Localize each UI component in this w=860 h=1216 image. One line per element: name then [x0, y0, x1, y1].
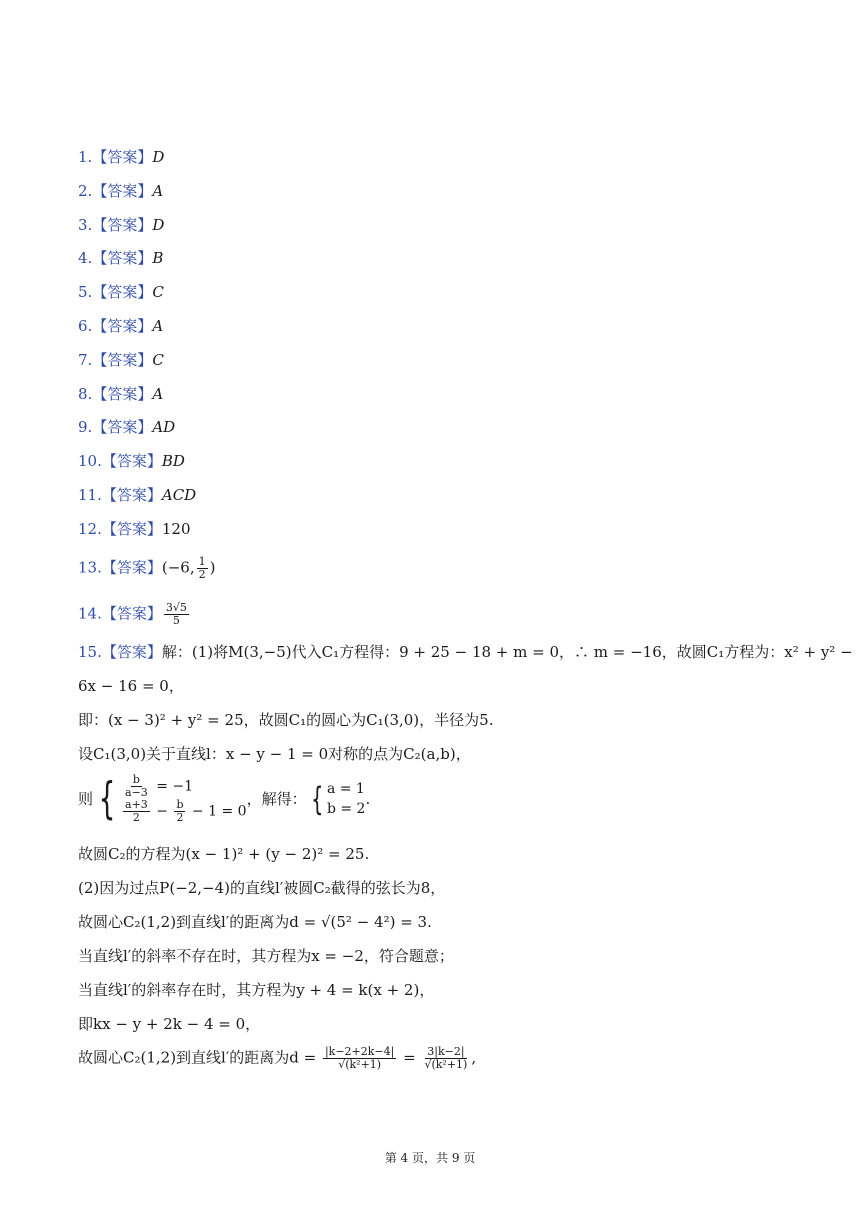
- answer-value: A: [152, 182, 164, 200]
- answer-value: ACD: [161, 486, 197, 504]
- answer-tag: 【答案】: [92, 148, 153, 166]
- answer-row: [78, 147, 164, 167]
- equation-system-line: [78, 774, 370, 824]
- page-footer: 第 4 页，共 9 页: [384, 1151, 476, 1165]
- distance-fraction-2: $\frac{3|k-2|}{\text{√(k²+1)}}$: [424, 1045, 468, 1071]
- distance-fraction-1: $\frac{|k-2+2k-4|}{\text{√(k²+1)}}$: [324, 1045, 395, 1071]
- answer-number: 4.: [78, 249, 93, 267]
- answer-fraction: $\frac{3√5}{5}$: [165, 601, 187, 627]
- answer-row: [78, 248, 163, 268]
- answer-value: 120: [161, 520, 191, 538]
- distance-prefix: 故圆心C₂(1,2)到直线l′的距离为d =: [78, 1048, 321, 1067]
- answer-tag: 【答案】: [92, 418, 153, 436]
- answer-row: [78, 215, 164, 235]
- answer-row: [78, 350, 164, 370]
- answer-value: AD: [152, 418, 176, 436]
- answer-row: [78, 451, 185, 471]
- answer-row: [78, 485, 196, 505]
- answer-value: BD: [161, 452, 185, 470]
- q15-line-12: 故圆心C₂(1,2)到直线l′的距离为d = $\frac{|k-2+2k-4|}{\text{√(k²+1)}}$ = $\frac{3|k-2|}{\text{√(k²+1)}}$ ,: [78, 1045, 477, 1071]
- answer-value: C: [152, 283, 164, 301]
- q15-line-9: 当直线l′的斜率不存在时，其方程为x = −2，符合题意；: [78, 947, 454, 965]
- answer-number: 14.: [78, 604, 102, 623]
- answer-number: 5.: [78, 283, 93, 301]
- answer-row: [78, 384, 163, 404]
- answer-value: B: [152, 249, 164, 267]
- answer-tag: 【答案】: [92, 385, 153, 403]
- answer-tag: 【答案】: [92, 249, 153, 267]
- answer-number: 6.: [78, 317, 93, 335]
- answer-number: 11.: [78, 486, 102, 504]
- answer-tag: 【答案】: [92, 317, 153, 335]
- answer-row: [78, 316, 163, 336]
- system-prefix: 则: [78, 790, 94, 808]
- q15-line-6: 故圆C₂的方程为(x − 1)² + (y − 2)² = 25.: [78, 845, 370, 863]
- answer-number: 8.: [78, 385, 93, 403]
- system-row-2: $\frac{a+3}{2}$ − $\frac{b}{2}$ − 1 = 0: [125, 798, 247, 824]
- answer-tag: 【答案】: [101, 452, 162, 470]
- answer-number: 2.: [78, 182, 93, 200]
- answer-tag: 【答案】: [101, 643, 162, 661]
- answer-tag: 【答案】: [101, 486, 162, 504]
- answer-row: [78, 181, 163, 201]
- answer-number: 1.: [78, 148, 93, 166]
- answer-tag: 【答案】: [101, 520, 162, 538]
- q15-line-8: 故圆心C₂(1,2)到直线l′的距离为d = √(5² − 4²) = 3.: [78, 913, 432, 931]
- answer-value: D: [152, 216, 165, 234]
- answer-number: 13.: [78, 558, 102, 577]
- q15-line-7: (2)因为过点P(−2,−4)的直线l′被圆C₂截得的弦长为8，: [78, 879, 446, 897]
- brace-icon: {: [98, 773, 116, 824]
- answer-value-prefix: (−6,: [161, 558, 195, 577]
- q15-line-3: 即：(x − 3)² + y² = 25，故圆C₁的圆心为C₁(3,0)，半径为5.: [78, 711, 494, 729]
- answer-value: C: [152, 351, 164, 369]
- answer-number: 15.: [78, 643, 102, 661]
- system-row-1: $\frac{b}{a-3}$ = −1: [125, 773, 194, 799]
- answer-number: 9.: [78, 418, 93, 436]
- answer-tag: 【答案】: [92, 182, 153, 200]
- answer-tag: 【答案】: [101, 604, 162, 623]
- answer-row: [78, 519, 191, 539]
- answer-number: 3.: [78, 216, 93, 234]
- solution-row-2: b = 2: [326, 801, 366, 817]
- answer-tag: 【答案】: [92, 351, 153, 369]
- answer-tag: 【答案】: [101, 558, 162, 577]
- answer-14: [78, 602, 191, 627]
- answer-row: [78, 417, 175, 437]
- solution-row-1: a = 1: [326, 781, 365, 797]
- system-rows: [121, 774, 247, 824]
- answer-tag: 【答案】: [92, 216, 153, 234]
- q15-line-2: 6x − 16 = 0，: [78, 677, 184, 695]
- answer-row: [78, 282, 164, 302]
- answer-value: D: [152, 148, 165, 166]
- answer-tag: 【答案】: [92, 283, 153, 301]
- solution-text: 解：(1)将M(3,−5)代入C₁方程得：9 + 25 − 18 + m = 0，∴ m = −16，故圆C₁方程为：x² + y² −: [161, 643, 853, 661]
- answer-number: 7.: [78, 351, 93, 369]
- answer-number: 10.: [78, 452, 102, 470]
- solution-rows: [327, 779, 366, 819]
- answer-13: [78, 556, 215, 581]
- answer-number: 12.: [78, 520, 102, 538]
- brace-icon: {: [310, 780, 323, 818]
- answer-value-suffix: ): [209, 558, 216, 577]
- q15-line-4: 设C₁(3,0)关于直线l：x − y − 1 = 0对称的点为C₂(a,b)，: [78, 745, 471, 763]
- q15-line-10: 当直线l′的斜率存在时，其方程为y + 4 = k(x + 2)，: [78, 981, 435, 999]
- answer-value: A: [152, 317, 164, 335]
- q15-line-11: 即kx − y + 2k − 4 = 0，: [78, 1015, 261, 1033]
- q15-line-1: [78, 642, 853, 662]
- equation-system: 则 { $\frac{b}{a-3}$ = −1 $\frac{a+3}{2}$ − $\frac{b}{2}$ − 1 = 0 ，解得： { a = 1 b = 2 .: [78, 773, 371, 824]
- answer-fraction: $\frac{1}{2}$: [198, 555, 206, 581]
- answer-value: A: [152, 385, 164, 403]
- solve-text: ，解得：: [246, 790, 307, 808]
